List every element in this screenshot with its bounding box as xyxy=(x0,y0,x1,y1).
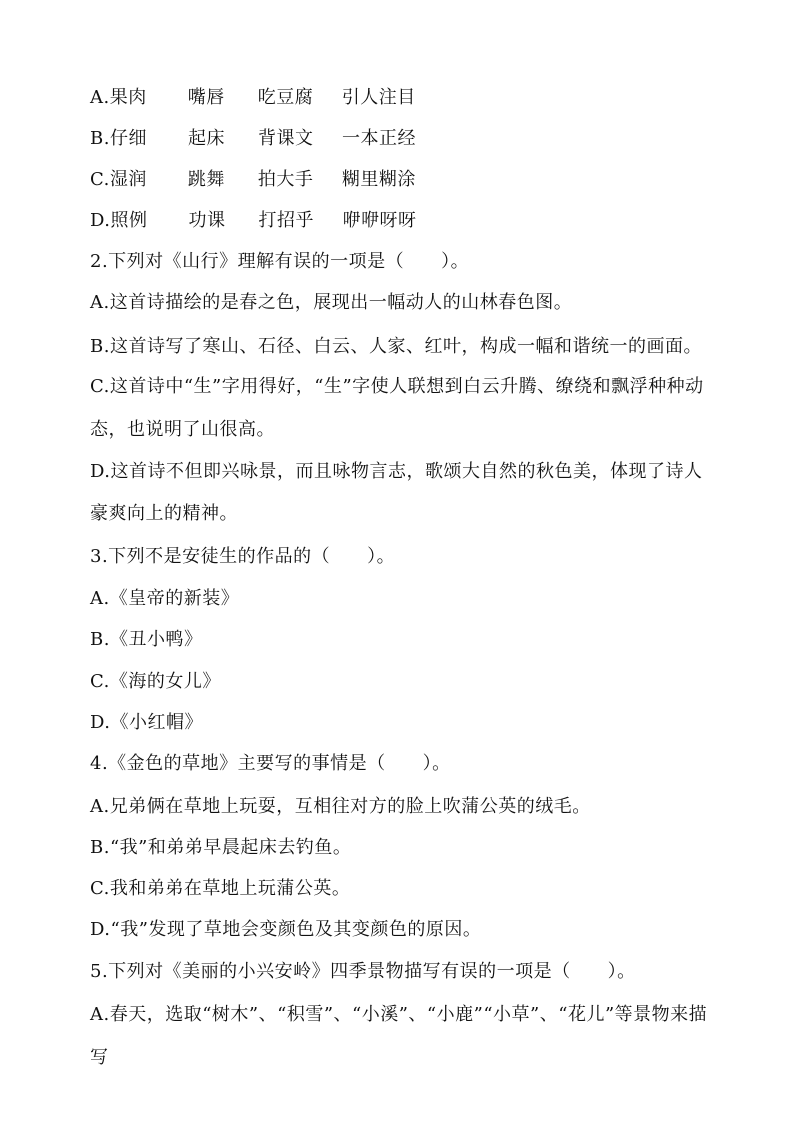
q2-option-d-line2: 豪爽向上的精神。 xyxy=(90,503,238,524)
option-word: 果肉 xyxy=(109,87,147,108)
q1-option-b xyxy=(90,127,730,151)
q5-stem: 5.下列对《美丽的小兴安岭》四季景物描写有误的一项是（ ）。 xyxy=(90,961,636,982)
q2-stem: 2.下列对《山行》理解有误的一项是（ ）。 xyxy=(90,251,470,272)
option-word: 吃豆腐 xyxy=(257,87,314,108)
option-word: 跳舞 xyxy=(187,169,225,190)
option-label: D. xyxy=(90,210,111,231)
q4-stem: 4.《金色的草地》主要写的事情是（ ）。 xyxy=(90,753,451,774)
option-word: 功课 xyxy=(188,210,226,231)
q2-option-a: A.这首诗描绘的是春之色，展现出一幅动人的山林春色图。 xyxy=(90,292,573,313)
q1-option-a xyxy=(90,86,730,110)
q4-option-a: A.兄弟俩在草地上玩耍，互相往对方的脸上吹蒲公英的绒毛。 xyxy=(90,796,591,817)
option-word: 仔细 xyxy=(109,128,147,149)
option-word: 糊里糊涂 xyxy=(341,169,416,190)
option-label: A. xyxy=(90,87,110,108)
q3-option-d: D.《小红帽》 xyxy=(90,712,204,733)
q5-option-a-line1: A.春天，选取“树木”、“积雪”、“小溪”、“小鹿”“小草”、“花儿”等景物来描 xyxy=(90,1004,708,1025)
q5-option-a-line2: 写 xyxy=(90,1047,109,1068)
q1-option-c xyxy=(90,168,730,192)
q3-option-c: C.《海的女儿》 xyxy=(90,671,221,692)
q3-stem: 3.下列不是安徒生的作品的（ ）。 xyxy=(90,546,396,567)
q3-option-a: A.《皇帝的新装》 xyxy=(90,588,240,609)
option-word: 引人注目 xyxy=(341,87,416,108)
q2-option-c-line2: 态，也说明了山很高。 xyxy=(90,419,275,440)
option-word: 起床 xyxy=(187,128,225,149)
q4-option-d: D.“我”发现了草地会变颜色及其变颜色的原因。 xyxy=(90,919,482,940)
option-word: 背课文 xyxy=(257,128,314,149)
option-word: 一本正经 xyxy=(341,128,416,149)
q4-option-c: C.我和弟弟在草地上玩蒲公英。 xyxy=(90,878,351,899)
option-label: B. xyxy=(90,128,110,149)
option-word: 湿润 xyxy=(109,169,147,190)
q1-option-d xyxy=(90,209,730,233)
q2-option-c-line1: C.这首诗中“生”字用得好，“生”字使人联想到白云升腾、缭绕和飘浮种种动 xyxy=(90,376,704,397)
option-label: C. xyxy=(90,169,110,190)
option-word: 咿咿呀呀 xyxy=(342,210,417,231)
q2-option-d-line1: D.这首诗不但即兴咏景，而且咏物言志，歌颂大自然的秋色美，体现了诗人 xyxy=(90,461,703,482)
option-word: 嘴唇 xyxy=(187,87,225,108)
option-word: 打招乎 xyxy=(258,210,315,231)
option-word: 拍大手 xyxy=(257,169,314,190)
q4-option-b: B.“我”和弟弟早晨起床去钓鱼。 xyxy=(90,837,352,858)
option-word: 照例 xyxy=(110,210,148,231)
q2-option-b: B.这首诗写了寒山、石径、白云、人家、红叶，构成一幅和谐统一的画面。 xyxy=(90,336,702,357)
q3-option-b: B.《丑小鸭》 xyxy=(90,629,203,650)
